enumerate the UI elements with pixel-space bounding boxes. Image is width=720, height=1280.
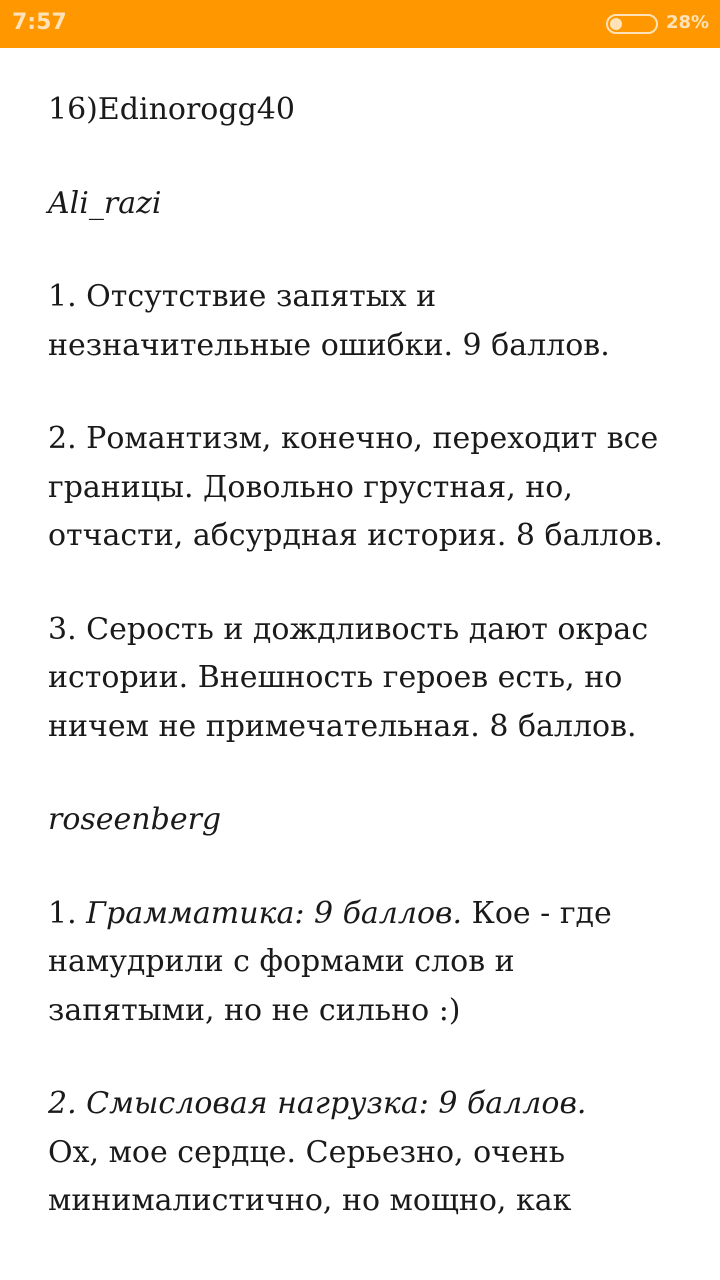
- review-item: 1. Отсутствие запятых и незначительные ошибки. 9 баллов.: [48, 279, 610, 363]
- status-time: 7:57: [12, 10, 67, 35]
- battery-fill: [610, 18, 622, 30]
- review-item-title: Смысловая нагрузка: 9 баллов.: [86, 1086, 587, 1121]
- entry-heading: 16)Edinorogg40: [48, 92, 295, 127]
- status-bar: [0, 0, 720, 48]
- review-item: [48, 1080, 678, 1226]
- review-item: [48, 890, 678, 1036]
- review-item-number: 1.: [48, 895, 87, 931]
- review-item-number: 2.: [48, 1086, 87, 1121]
- reviewer-name: Ali_razi: [48, 185, 162, 221]
- reviewer-name: roseenberg: [48, 802, 222, 837]
- review-item-title: Грамматика: 9 баллов.: [86, 895, 463, 931]
- battery-icon: [606, 14, 658, 34]
- review-item-text: Ох, мое сердце. Серьезно, очень минималистично, но мощно, как: [48, 1134, 572, 1218]
- post-content: [48, 86, 678, 1271]
- battery-percent: 28%: [666, 12, 710, 33]
- review-item: 2. Романтизм, конечно, переходит все границы. Довольно грустная, но, отчасти, абсурдная история. 8 баллов.: [48, 421, 664, 553]
- review-item-text: Кое - где намудрили с формами слов и запятыми, но не сильно :): [48, 895, 612, 1028]
- review-item: 3. Серость и дождливость дают окрас истории. Внешность героев есть, но ничем не примечательная. 8 баллов.: [48, 611, 649, 744]
